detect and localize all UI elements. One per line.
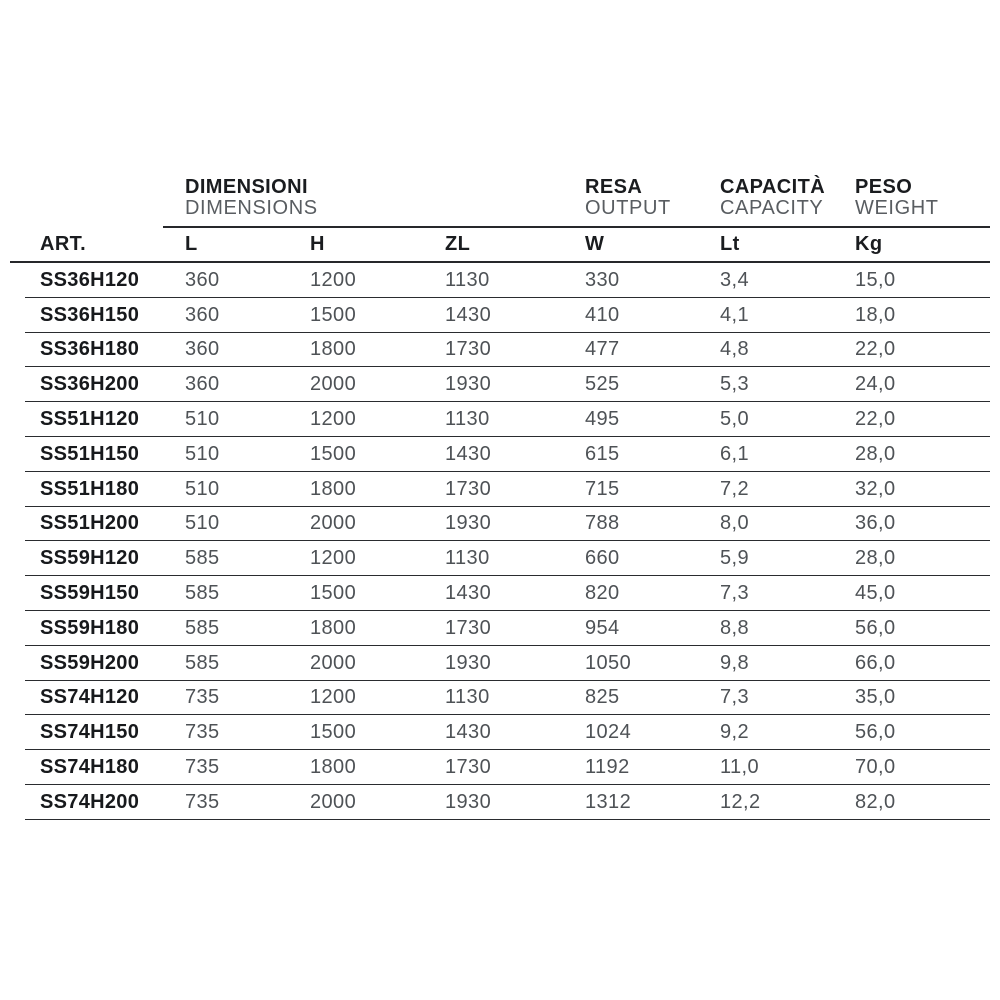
capacity-cell: 7,3 xyxy=(720,686,750,709)
article-code-cell: SS59H180 xyxy=(40,616,140,639)
weight-cell: 28,0 xyxy=(855,442,896,465)
column-header-kg: Kg xyxy=(855,233,883,255)
capacity-cell: 5,0 xyxy=(720,408,750,431)
article-code-cell: SS74H150 xyxy=(40,721,140,744)
output-cell: 660 xyxy=(585,547,620,570)
table-row xyxy=(10,263,990,298)
height-cell: 2000 xyxy=(310,512,357,535)
weight-cell: 22,0 xyxy=(855,338,896,361)
article-code-cell: SS51H180 xyxy=(40,477,140,500)
article-code-cell: SS74H180 xyxy=(40,756,140,779)
column-header-zl: ZL xyxy=(445,233,471,255)
weight-cell: 56,0 xyxy=(855,721,896,744)
zl-cell: 1930 xyxy=(445,790,492,813)
capacity-cell: 9,2 xyxy=(720,721,750,744)
group-subtitle-weight: WEIGHT xyxy=(855,197,939,219)
capacity-cell: 5,9 xyxy=(720,547,750,570)
group-output xyxy=(570,176,705,219)
length-cell: 360 xyxy=(185,303,220,326)
output-cell: 495 xyxy=(585,408,620,431)
weight-cell: 22,0 xyxy=(855,408,896,431)
output-cell: 330 xyxy=(585,268,620,291)
length-cell: 360 xyxy=(185,268,220,291)
column-group-header xyxy=(10,176,990,226)
table-row xyxy=(10,576,990,611)
zl-cell: 1130 xyxy=(445,686,490,709)
height-cell: 1500 xyxy=(310,721,357,744)
column-header-art: ART. xyxy=(40,233,87,255)
length-cell: 360 xyxy=(185,338,220,361)
table-row xyxy=(10,681,990,716)
table-row xyxy=(10,402,990,437)
length-cell: 735 xyxy=(185,790,220,813)
article-code-cell: SS36H150 xyxy=(40,303,140,326)
output-cell: 477 xyxy=(585,338,620,361)
table-row xyxy=(10,333,990,368)
zl-cell: 1730 xyxy=(445,616,492,639)
height-cell: 2000 xyxy=(310,651,357,674)
zl-cell: 1930 xyxy=(445,512,492,535)
capacity-cell: 7,3 xyxy=(720,582,750,605)
height-cell: 2000 xyxy=(310,373,357,396)
weight-cell: 28,0 xyxy=(855,547,896,570)
length-cell: 510 xyxy=(185,408,220,431)
group-subtitle-capacity: CAPACITY xyxy=(720,197,824,219)
capacity-cell: 7,2 xyxy=(720,477,750,500)
height-cell: 1200 xyxy=(310,686,357,709)
output-cell: 825 xyxy=(585,686,620,709)
zl-cell: 1730 xyxy=(445,756,492,779)
output-cell: 715 xyxy=(585,477,620,500)
group-title-peso: PESO xyxy=(855,176,913,198)
article-code-cell: SS59H150 xyxy=(40,582,140,605)
table-row xyxy=(10,785,990,820)
article-code-cell: SS51H200 xyxy=(40,512,140,535)
capacity-cell: 12,2 xyxy=(720,790,761,813)
capacity-cell: 4,8 xyxy=(720,338,750,361)
length-cell: 510 xyxy=(185,477,220,500)
capacity-cell: 8,0 xyxy=(720,512,750,535)
table-row xyxy=(10,611,990,646)
table-body xyxy=(10,263,990,820)
height-cell: 1800 xyxy=(310,477,357,500)
height-cell: 1800 xyxy=(310,338,357,361)
capacity-cell: 9,8 xyxy=(720,651,750,674)
capacity-cell: 8,8 xyxy=(720,616,750,639)
zl-cell: 1930 xyxy=(445,651,492,674)
output-cell: 1192 xyxy=(585,756,630,779)
zl-cell: 1430 xyxy=(445,442,492,465)
length-cell: 510 xyxy=(185,512,220,535)
group-title-dimensioni: DIMENSIONI xyxy=(185,176,308,198)
output-cell: 1024 xyxy=(585,721,632,744)
weight-cell: 15,0 xyxy=(855,268,896,291)
height-cell: 1800 xyxy=(310,616,357,639)
table-row xyxy=(10,472,990,507)
length-cell: 585 xyxy=(185,547,220,570)
output-cell: 1312 xyxy=(585,790,632,813)
capacity-cell: 5,3 xyxy=(720,373,750,396)
zl-cell: 1130 xyxy=(445,547,490,570)
article-code-cell: SS59H200 xyxy=(40,651,140,674)
output-cell: 1050 xyxy=(585,651,632,674)
article-code-cell: SS51H150 xyxy=(40,442,140,465)
article-code-cell: SS36H180 xyxy=(40,338,140,361)
zl-cell: 1730 xyxy=(445,477,492,500)
column-header-lt: Lt xyxy=(720,233,740,255)
output-cell: 615 xyxy=(585,442,620,465)
output-cell: 788 xyxy=(585,512,620,535)
output-cell: 525 xyxy=(585,373,620,396)
length-cell: 585 xyxy=(185,582,220,605)
article-code-cell: SS36H200 xyxy=(40,373,140,396)
table-row xyxy=(10,646,990,681)
table-row xyxy=(10,298,990,333)
zl-cell: 1930 xyxy=(445,373,492,396)
group-title-resa: RESA xyxy=(585,176,643,198)
group-dimensions xyxy=(170,176,570,219)
article-code-cell: SS36H120 xyxy=(40,268,140,291)
weight-cell: 36,0 xyxy=(855,512,896,535)
column-header-w: W xyxy=(585,233,605,255)
length-cell: 735 xyxy=(185,756,220,779)
column-header-h: H xyxy=(310,233,325,255)
length-cell: 735 xyxy=(185,686,220,709)
zl-cell: 1130 xyxy=(445,408,490,431)
height-cell: 1200 xyxy=(310,268,357,291)
weight-cell: 66,0 xyxy=(855,651,896,674)
zl-cell: 1130 xyxy=(445,268,490,291)
zl-cell: 1730 xyxy=(445,338,492,361)
group-weight xyxy=(840,176,980,219)
length-cell: 585 xyxy=(185,616,220,639)
output-cell: 820 xyxy=(585,582,620,605)
table-row xyxy=(10,715,990,750)
table-row xyxy=(10,367,990,402)
zl-cell: 1430 xyxy=(445,303,492,326)
table-row xyxy=(10,541,990,576)
capacity-cell: 3,4 xyxy=(720,268,750,291)
weight-cell: 35,0 xyxy=(855,686,896,709)
height-cell: 2000 xyxy=(310,790,357,813)
weight-cell: 32,0 xyxy=(855,477,896,500)
group-capacity xyxy=(705,176,840,219)
capacity-cell: 6,1 xyxy=(720,442,750,465)
group-title-capacita: CAPACITÀ xyxy=(720,176,826,198)
article-code-cell: SS74H120 xyxy=(40,686,140,709)
column-header-row xyxy=(10,228,990,263)
length-cell: 585 xyxy=(185,651,220,674)
article-code-cell: SS59H120 xyxy=(40,547,140,570)
height-cell: 1800 xyxy=(310,756,357,779)
output-cell: 410 xyxy=(585,303,620,326)
zl-cell: 1430 xyxy=(445,721,492,744)
column-header-l: L xyxy=(185,233,198,255)
article-code-cell: SS51H120 xyxy=(40,408,140,431)
group-subtitle-dimensions: DIMENSIONS xyxy=(185,197,318,219)
weight-cell: 70,0 xyxy=(855,756,896,779)
capacity-cell: 11,0 xyxy=(720,756,760,779)
weight-cell: 24,0 xyxy=(855,373,896,396)
table-row xyxy=(10,437,990,472)
table-row xyxy=(10,750,990,785)
product-spec-table xyxy=(10,176,990,820)
output-cell: 954 xyxy=(585,616,620,639)
height-cell: 1500 xyxy=(310,442,357,465)
length-cell: 360 xyxy=(185,373,220,396)
length-cell: 735 xyxy=(185,721,220,744)
weight-cell: 82,0 xyxy=(855,790,896,813)
zl-cell: 1430 xyxy=(445,582,492,605)
group-subtitle-output: OUTPUT xyxy=(585,197,671,219)
capacity-cell: 4,1 xyxy=(720,303,750,326)
height-cell: 1200 xyxy=(310,547,357,570)
weight-cell: 18,0 xyxy=(855,303,896,326)
weight-cell: 45,0 xyxy=(855,582,896,605)
length-cell: 510 xyxy=(185,442,220,465)
article-code-cell: SS74H200 xyxy=(40,790,140,813)
height-cell: 1200 xyxy=(310,408,357,431)
weight-cell: 56,0 xyxy=(855,616,896,639)
table-row xyxy=(10,507,990,542)
height-cell: 1500 xyxy=(310,303,357,326)
height-cell: 1500 xyxy=(310,582,357,605)
